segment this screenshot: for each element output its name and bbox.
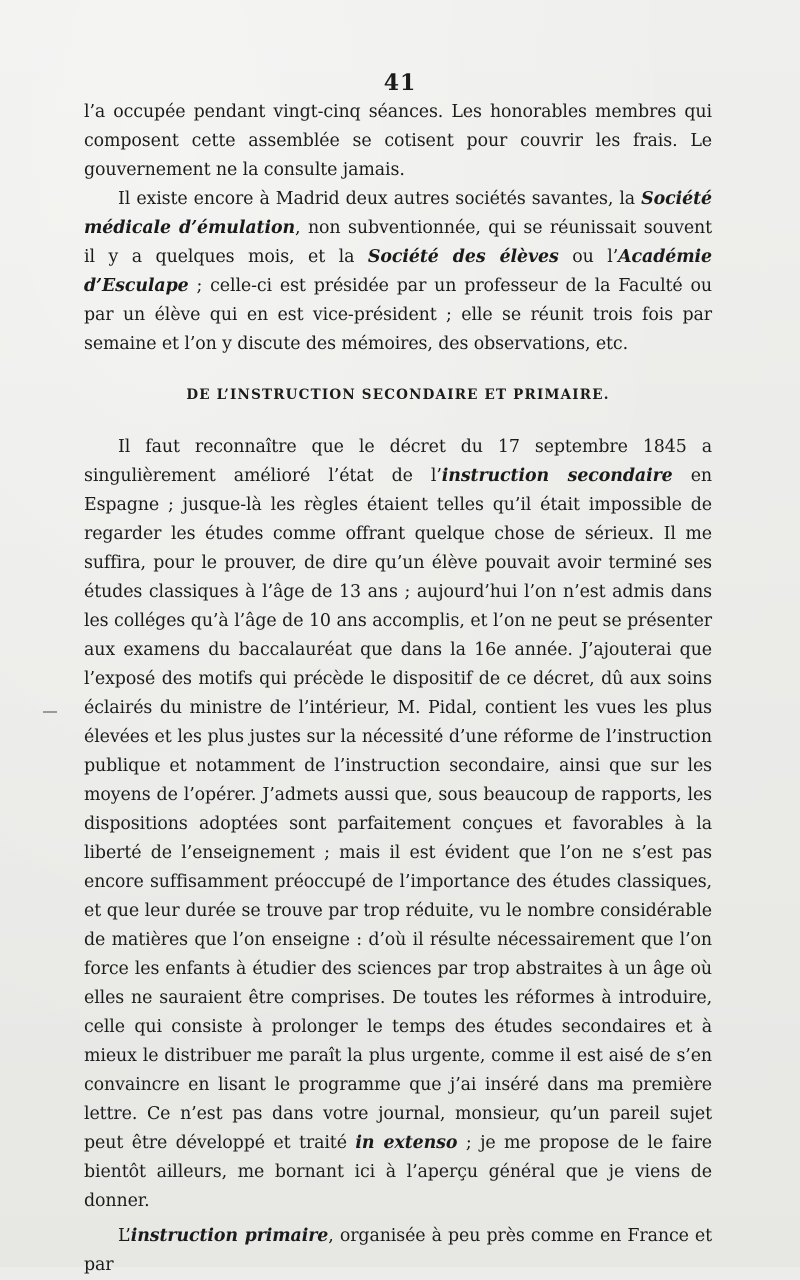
italic-text: Société des élèves (367, 247, 559, 267)
paragraph (84, 185, 712, 359)
text-run: ; celle-ci est présidée par un professeur de la Faculté ou par un élève qui en est vice-président ; elle se réunit trois fois par semaine et l’on y discute des mémoires, des observations, etc. (84, 276, 712, 354)
italic-text: Académie d’Esculape (84, 247, 712, 296)
page-number: 41 (383, 70, 417, 96)
paragraph (84, 98, 712, 185)
section-heading: DE L’INSTRUCTION SECONDAIRE ET PRIMAIRE. (186, 387, 610, 403)
italic-text: in extenso (355, 1133, 458, 1153)
paragraph (84, 433, 712, 1216)
italic-text: instruction primaire (130, 1226, 329, 1246)
italic-text: Société médicale d’émulation (84, 189, 712, 238)
text-run: en Espagne ; jusque-là les règles étaient telles qu’il était impossible de regarder les études comme offrant quelque chose de sérieux. Il me suffira, pour le prouver, de dire qu’un élève pouvait avoir terminé ses études classiques à l’âge de 13 ans ; aujourd’hui l’on n’est admis dans les colléges qu’à l’âge de 10 ans accomplis, et l’on ne peut se présenter aux examens du baccalauréat que dans la 16e année. J’ajouterai que l’exposé des motifs qui précède le dispositif de ce décret, dû aux soins éclairés du ministre de l’intérieur, M. Pidal, contient les vues les plus élevées et les plus justes sur la nécessité d’une réforme de l’instruction publique et notamment de l’instruction secondaire, ainsi que sur les moyens de l’opérer. J’admets aussi que, sous beaucoup de rapports, les dispositions adoptées sont parfaitement conçues et favorables à la liberté de l’enseignement ; mais il est évident que l’on ne s’est pas encore suffisamment préoccupé de l’importance des études classiques, et que leur durée se trouve par trop réduite, vu le nombre considérable de matières que l’on enseigne : d’où il résulte nécessairement que l’on force les enfants à étudier des sciences par trop abstraites à un âge où elles ne sauraient être comprises. De toutes les réformes à introduire, celle qui consiste à prolonger le temps des études secondaires et à mieux le distribuer me paraît la plus urgente, comme il est aisé de s’en convaincre en lisant le programme que j’ai inséré dans ma première lettre. Ce n’est pas dans votre journal, monsieur, qu’un pareil sujet peut être développé et traité (84, 466, 712, 1153)
text-run: l’a occupée pendant vingt-cinq séances. Les honorables membres qui composent cette assemblée se cotisent pour couvrir les frais. Le gouvernement ne la consulte jamais. (84, 102, 712, 180)
margin-mark (43, 711, 57, 713)
text-run: L’ (118, 1226, 131, 1246)
text-run: , non subventionnée, qui se réunissait souvent il y a quelques mois, et la (84, 218, 712, 267)
paragraph (84, 1222, 712, 1280)
text-run: Il existe encore à Madrid deux autres sociétés savantes, la (118, 189, 642, 209)
body-text (84, 98, 712, 1280)
text-run: Il faut reconnaître que le décret du 17 septembre 1845 a singulièrement amélioré l’état de l’ (84, 437, 712, 486)
text-run: , organisée à peu près comme en France et par (84, 1226, 712, 1275)
italic-text: instruction secondaire (441, 466, 673, 486)
text-run: ; je me propose de le faire bientôt ailleurs, me bornant ici à l’aperçu général que je viens de donner. (84, 1133, 712, 1211)
text-run: ou l’ (558, 247, 619, 267)
